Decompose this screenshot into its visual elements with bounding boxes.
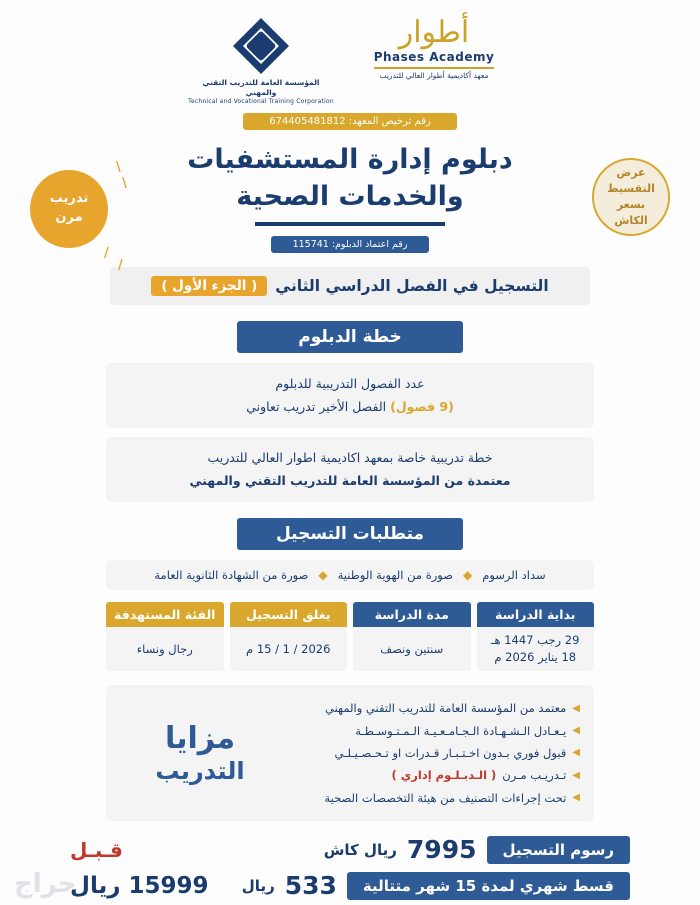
bullet-icon: ◀: [572, 725, 580, 737]
plan-card-terms: [106, 363, 594, 428]
bullet-icon: ◀: [572, 747, 580, 759]
plan-terms-label: عدد الفصول التدريبية للدبلوم: [275, 376, 425, 392]
installment-badge-line1: عرض: [616, 166, 646, 180]
license-row: [0, 113, 700, 130]
plan-card-accreditation: [106, 437, 594, 502]
title-underline: [255, 222, 445, 226]
bullet-icon: ◀: [572, 792, 580, 804]
advantage-item: [290, 764, 580, 786]
plan-terms-note: الفصل الأخير تدريب تعاوني: [246, 398, 387, 414]
flexible-training-badge: [30, 170, 108, 248]
table-cell-start-date: [477, 627, 595, 671]
installment-badge-line4: الكاش: [614, 213, 648, 227]
fee-unit-installment: ريال: [241, 876, 275, 895]
fee-label-installment: قسط شهري لمدة 15 شهر متتالية: [347, 872, 630, 900]
start-date-hijri: 29 رجب 1447 هـ: [491, 632, 580, 647]
license-number-badge: رقم ترخيص المعهد: 674405481812: [243, 113, 457, 130]
sparkle-icon: /: [104, 246, 109, 261]
fee-row-installment: [70, 871, 630, 900]
table-header-audience: الفئة المستهدفة: [106, 602, 224, 627]
header: [0, 0, 700, 105]
semester-registration-bar: [110, 267, 590, 305]
fees-section: [70, 835, 630, 900]
table-column-duration: [353, 602, 471, 671]
table-column-deadline: [230, 602, 348, 671]
tvtc-emblem-icon: [233, 18, 289, 74]
advantages-panel: [106, 685, 594, 821]
plan-accreditation-line2: معتمدة من المؤسسة العامة للتدريب التقني والمهني: [189, 472, 511, 488]
old-price-block: [70, 873, 209, 899]
diploma-title-line1: دبلوم إدارة المستشفيات: [187, 144, 513, 176]
requirement-item: صورة من الشهادة الثانوية العامة: [154, 568, 309, 583]
table-header-start-date: بداية الدراسة: [477, 602, 595, 627]
advantage-text: معتمد من المؤسسة العامة للتدريب التقني والمهني: [324, 701, 567, 716]
advantage-item: [290, 742, 580, 764]
tvtc-name-en: Technical and Vocational Training Corporation: [188, 97, 334, 105]
installment-badge-line3: بسعر: [616, 198, 646, 211]
gold-divider: [374, 67, 494, 69]
diploma-title-line2: والخدمات الصحية: [236, 180, 464, 212]
advantage-item: [290, 697, 580, 719]
table-cell-duration: سنتين ونصف: [353, 627, 471, 671]
advantages-list: [290, 697, 580, 809]
start-date-gregorian: 18 يناير 2026 م: [494, 650, 577, 665]
plan-terms-value: [120, 396, 580, 419]
tvtc-name-ar: المؤسسة العامة للتدريب التقني والمهني: [202, 78, 320, 97]
sparkle-icon: \: [116, 160, 121, 175]
tvtc-logo: [186, 18, 336, 105]
phases-academy-name-ar: معهد أكاديمية أطوار العالي للتدريب: [379, 71, 489, 80]
details-table: [106, 602, 594, 671]
advantages-title-line1: مزايا: [164, 720, 236, 756]
advantages-title: [120, 721, 280, 786]
bullet-icon: ◀: [572, 769, 580, 781]
phases-academy-name-en: Phases Academy: [373, 50, 495, 64]
plan-terms-count: (9 فصول): [390, 398, 454, 414]
table-column-start-date: [477, 602, 595, 671]
before-label: قـبـل: [70, 837, 123, 862]
diamond-separator-icon: ◆: [318, 568, 328, 583]
training-badge-line2: مرن: [55, 210, 83, 225]
old-price-value: 15999 ريال: [70, 872, 209, 899]
fee-label-registration: رسوم التسجيل: [487, 836, 631, 864]
fee-amount-installment: 533: [284, 871, 337, 901]
installment-offer-badge: [592, 158, 670, 236]
advantage-text: تحت إجراءات التصنيف من هيئة التخصصات الصحية: [324, 790, 567, 805]
advantage-item: [290, 787, 580, 809]
plan-accreditation-line1: خطة تدريبية خاصة بمعهد اكاديمية اطوار العالي للتدريب: [207, 450, 493, 466]
section-heading-requirements: متطلبات التسجيل: [237, 518, 463, 550]
phases-arabic-calligraphy: أطوار: [398, 15, 470, 50]
table-column-audience: [106, 602, 224, 671]
fee-unit-registration: ريال كاش: [323, 840, 397, 859]
table-header-duration: مدة الدراسة: [353, 602, 471, 627]
diamond-separator-icon: ◆: [463, 568, 473, 583]
table-header-deadline: يغلق التسجيل: [230, 602, 348, 627]
requirements-list: [106, 560, 594, 590]
before-price-block: [70, 838, 123, 862]
fee-row-registration: [70, 835, 630, 864]
diploma-accreditation-badge: رقم اعتماد الدبلوم: 115741: [271, 236, 430, 253]
sparkle-icon: /: [118, 258, 123, 273]
bullet-icon: ◀: [572, 702, 580, 714]
requirement-item: سداد الرسوم: [482, 568, 546, 583]
installment-badge-line2: التقسيط: [607, 182, 655, 196]
table-cell-audience: رجال ونساء: [106, 627, 224, 671]
section-heading-plan: خطة الدبلوم: [237, 321, 463, 353]
advantage-text: تـدريـب مـرن: [502, 768, 567, 783]
fee-amount-registration: 7995: [406, 835, 477, 865]
table-cell-deadline: 2026 / 1 / 15 م: [230, 627, 348, 671]
semester-part-badge: ( الجزء الأول ): [151, 276, 267, 296]
sparkle-icon: \: [122, 176, 127, 191]
semester-registration-text: التسجيل في الفصل الدراسي الثاني: [275, 277, 549, 296]
advantage-item: [290, 720, 580, 742]
phases-academy-logo: [354, 15, 514, 80]
advantage-text: قبول فوري بـدون اخـتـبـار قـدرات او تـحـصـيـلـي: [334, 746, 567, 761]
requirement-item: صورة من الهوية الوطنية: [337, 568, 453, 583]
advantage-highlight: ( الـدبـلـوم إداري ): [391, 768, 497, 783]
advantage-text: يـعـادل الـشـهـادة الـجـامـعـيـة الـمـتـوسـطـة: [355, 723, 567, 738]
training-badge-line1: تدريب: [49, 191, 89, 207]
advantages-title-line2: التدريب: [155, 756, 245, 785]
watermark: حراج: [14, 869, 77, 899]
